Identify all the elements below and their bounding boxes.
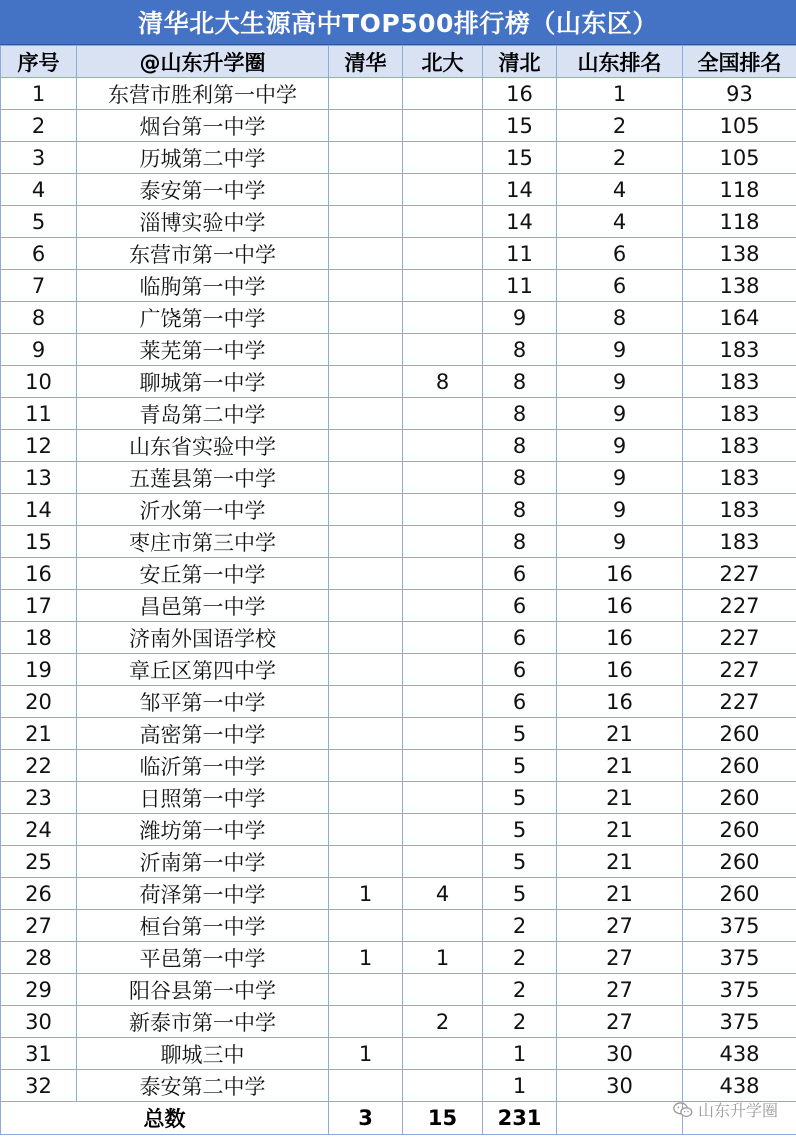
cell-combined: 15 bbox=[483, 142, 557, 174]
cell-tsinghua: 1 bbox=[329, 1038, 403, 1070]
cell-shandong-rank: 27 bbox=[557, 910, 683, 942]
watermark-text: 山东升学圈 bbox=[697, 1101, 778, 1120]
cell-index: 5 bbox=[1, 206, 77, 238]
cell-peking bbox=[403, 334, 483, 366]
table-row bbox=[1, 526, 796, 558]
totals-label: 总数 bbox=[1, 1102, 329, 1135]
header-peking: 北大 bbox=[403, 46, 483, 78]
table-body bbox=[1, 78, 796, 1102]
cell-combined: 6 bbox=[483, 558, 557, 590]
cell-national-rank: 227 bbox=[683, 558, 796, 590]
cell-national-rank: 164 bbox=[683, 302, 796, 334]
cell-combined: 2 bbox=[483, 974, 557, 1006]
cell-school: 枣庄市第三中学 bbox=[77, 526, 329, 558]
cell-national-rank: 183 bbox=[683, 526, 796, 558]
table-row bbox=[1, 110, 796, 142]
cell-shandong-rank: 9 bbox=[557, 334, 683, 366]
totals-empty-cell bbox=[557, 1102, 683, 1135]
cell-combined: 8 bbox=[483, 526, 557, 558]
cell-school: 阳谷县第一中学 bbox=[77, 974, 329, 1006]
cell-national-rank: 438 bbox=[683, 1038, 796, 1070]
table-row bbox=[1, 78, 796, 110]
table-row bbox=[1, 398, 796, 430]
cell-school: 临朐第一中学 bbox=[77, 270, 329, 302]
table-row bbox=[1, 430, 796, 462]
cell-index: 23 bbox=[1, 782, 77, 814]
cell-combined: 5 bbox=[483, 846, 557, 878]
table-row bbox=[1, 910, 796, 942]
table-row bbox=[1, 1006, 796, 1038]
cell-combined: 5 bbox=[483, 782, 557, 814]
cell-peking bbox=[403, 494, 483, 526]
cell-index: 31 bbox=[1, 1038, 77, 1070]
cell-school: 聊城第一中学 bbox=[77, 366, 329, 398]
cell-school: 章丘区第四中学 bbox=[77, 654, 329, 686]
cell-tsinghua bbox=[329, 718, 403, 750]
cell-national-rank: 375 bbox=[683, 910, 796, 942]
table-row bbox=[1, 878, 796, 910]
cell-national-rank: 118 bbox=[683, 174, 796, 206]
table-row bbox=[1, 814, 796, 846]
table-row bbox=[1, 782, 796, 814]
cell-school: 日照第一中学 bbox=[77, 782, 329, 814]
table-row bbox=[1, 142, 796, 174]
header-shandong-rank: 山东排名 bbox=[557, 46, 683, 78]
cell-shandong-rank: 21 bbox=[557, 750, 683, 782]
cell-index: 19 bbox=[1, 654, 77, 686]
cell-combined: 8 bbox=[483, 494, 557, 526]
cell-combined: 8 bbox=[483, 334, 557, 366]
cell-school: 莱芜第一中学 bbox=[77, 334, 329, 366]
cell-school: 淄博实验中学 bbox=[77, 206, 329, 238]
cell-index: 13 bbox=[1, 462, 77, 494]
cell-peking bbox=[403, 814, 483, 846]
cell-tsinghua bbox=[329, 494, 403, 526]
cell-school: 青岛第二中学 bbox=[77, 398, 329, 430]
ranking-table bbox=[0, 45, 796, 1135]
cell-index: 26 bbox=[1, 878, 77, 910]
cell-combined: 1 bbox=[483, 1038, 557, 1070]
table-row bbox=[1, 174, 796, 206]
cell-school: 历城第二中学 bbox=[77, 142, 329, 174]
cell-shandong-rank: 21 bbox=[557, 814, 683, 846]
cell-index: 21 bbox=[1, 718, 77, 750]
cell-school: 烟台第一中学 bbox=[77, 110, 329, 142]
cell-index: 3 bbox=[1, 142, 77, 174]
cell-tsinghua bbox=[329, 206, 403, 238]
cell-index: 24 bbox=[1, 814, 77, 846]
cell-school: 东营市第一中学 bbox=[77, 238, 329, 270]
cell-school: 安丘第一中学 bbox=[77, 558, 329, 590]
cell-peking: 8 bbox=[403, 366, 483, 398]
cell-peking bbox=[403, 1070, 483, 1102]
cell-national-rank: 260 bbox=[683, 782, 796, 814]
page-title: 清华北大生源高中TOP500排行榜（山东区） bbox=[0, 0, 796, 45]
totals-tsinghua: 3 bbox=[329, 1102, 403, 1135]
table-row bbox=[1, 334, 796, 366]
cell-combined: 2 bbox=[483, 942, 557, 974]
cell-combined: 8 bbox=[483, 462, 557, 494]
table-row bbox=[1, 270, 796, 302]
table-row bbox=[1, 302, 796, 334]
cell-school: 泰安第二中学 bbox=[77, 1070, 329, 1102]
cell-shandong-rank: 9 bbox=[557, 430, 683, 462]
header-index: 序号 bbox=[1, 46, 77, 78]
table-row bbox=[1, 718, 796, 750]
header-national-rank: 全国排名 bbox=[683, 46, 796, 78]
header-school: @山东升学圈 bbox=[77, 46, 329, 78]
cell-tsinghua bbox=[329, 814, 403, 846]
cell-index: 11 bbox=[1, 398, 77, 430]
cell-shandong-rank: 2 bbox=[557, 142, 683, 174]
cell-tsinghua bbox=[329, 78, 403, 110]
cell-school: 邹平第一中学 bbox=[77, 686, 329, 718]
cell-school: 泰安第一中学 bbox=[77, 174, 329, 206]
cell-shandong-rank: 9 bbox=[557, 526, 683, 558]
cell-index: 29 bbox=[1, 974, 77, 1006]
cell-tsinghua bbox=[329, 622, 403, 654]
cell-national-rank: 260 bbox=[683, 846, 796, 878]
table-row bbox=[1, 686, 796, 718]
watermark bbox=[673, 1098, 778, 1121]
cell-national-rank: 138 bbox=[683, 238, 796, 270]
cell-tsinghua bbox=[329, 750, 403, 782]
cell-tsinghua bbox=[329, 558, 403, 590]
cell-national-rank: 375 bbox=[683, 974, 796, 1006]
cell-combined: 6 bbox=[483, 590, 557, 622]
table-row bbox=[1, 1038, 796, 1070]
cell-school: 广饶第一中学 bbox=[77, 302, 329, 334]
cell-peking bbox=[403, 1038, 483, 1070]
cell-tsinghua bbox=[329, 526, 403, 558]
cell-school: 五莲县第一中学 bbox=[77, 462, 329, 494]
cell-tsinghua bbox=[329, 142, 403, 174]
table-row bbox=[1, 206, 796, 238]
table-row bbox=[1, 366, 796, 398]
cell-index: 20 bbox=[1, 686, 77, 718]
header-tsinghua: 清华 bbox=[329, 46, 403, 78]
cell-national-rank: 183 bbox=[683, 334, 796, 366]
cell-peking bbox=[403, 590, 483, 622]
cell-combined: 8 bbox=[483, 398, 557, 430]
cell-index: 15 bbox=[1, 526, 77, 558]
cell-national-rank: 227 bbox=[683, 590, 796, 622]
cell-peking bbox=[403, 686, 483, 718]
cell-national-rank: 118 bbox=[683, 206, 796, 238]
table-row bbox=[1, 622, 796, 654]
cell-tsinghua bbox=[329, 334, 403, 366]
cell-index: 18 bbox=[1, 622, 77, 654]
cell-tsinghua bbox=[329, 846, 403, 878]
cell-shandong-rank: 8 bbox=[557, 302, 683, 334]
cell-school: 桓台第一中学 bbox=[77, 910, 329, 942]
cell-peking bbox=[403, 622, 483, 654]
cell-peking bbox=[403, 910, 483, 942]
cell-shandong-rank: 27 bbox=[557, 974, 683, 1006]
cell-shandong-rank: 9 bbox=[557, 462, 683, 494]
cell-index: 7 bbox=[1, 270, 77, 302]
table-row bbox=[1, 462, 796, 494]
cell-combined: 5 bbox=[483, 878, 557, 910]
cell-peking bbox=[403, 718, 483, 750]
cell-combined: 5 bbox=[483, 814, 557, 846]
cell-index: 8 bbox=[1, 302, 77, 334]
cell-national-rank: 138 bbox=[683, 270, 796, 302]
table-row bbox=[1, 1070, 796, 1102]
cell-combined: 9 bbox=[483, 302, 557, 334]
cell-combined: 5 bbox=[483, 718, 557, 750]
table-row bbox=[1, 942, 796, 974]
cell-school: 荷泽第一中学 bbox=[77, 878, 329, 910]
cell-school: 新泰市第一中学 bbox=[77, 1006, 329, 1038]
cell-index: 28 bbox=[1, 942, 77, 974]
cell-national-rank: 183 bbox=[683, 398, 796, 430]
cell-peking bbox=[403, 174, 483, 206]
cell-peking: 2 bbox=[403, 1006, 483, 1038]
cell-combined: 8 bbox=[483, 366, 557, 398]
cell-peking bbox=[403, 846, 483, 878]
cell-national-rank: 183 bbox=[683, 430, 796, 462]
cell-index: 16 bbox=[1, 558, 77, 590]
cell-tsinghua bbox=[329, 398, 403, 430]
cell-peking bbox=[403, 238, 483, 270]
cell-peking bbox=[403, 782, 483, 814]
cell-peking bbox=[403, 110, 483, 142]
cell-national-rank: 438 bbox=[683, 1070, 796, 1102]
cell-school: 东营市胜利第一中学 bbox=[77, 78, 329, 110]
cell-school: 沂南第一中学 bbox=[77, 846, 329, 878]
cell-tsinghua bbox=[329, 1070, 403, 1102]
table-row bbox=[1, 238, 796, 270]
cell-shandong-rank: 30 bbox=[557, 1070, 683, 1102]
cell-shandong-rank: 4 bbox=[557, 174, 683, 206]
cell-shandong-rank: 27 bbox=[557, 1006, 683, 1038]
cell-national-rank: 105 bbox=[683, 142, 796, 174]
cell-combined: 11 bbox=[483, 270, 557, 302]
cell-tsinghua bbox=[329, 686, 403, 718]
cell-tsinghua bbox=[329, 174, 403, 206]
cell-peking: 4 bbox=[403, 878, 483, 910]
cell-national-rank: 260 bbox=[683, 878, 796, 910]
cell-national-rank: 105 bbox=[683, 110, 796, 142]
cell-shandong-rank: 21 bbox=[557, 846, 683, 878]
cell-index: 25 bbox=[1, 846, 77, 878]
cell-shandong-rank: 1 bbox=[557, 78, 683, 110]
cell-national-rank: 93 bbox=[683, 78, 796, 110]
cell-tsinghua bbox=[329, 366, 403, 398]
cell-index: 6 bbox=[1, 238, 77, 270]
cell-tsinghua bbox=[329, 430, 403, 462]
cell-peking bbox=[403, 558, 483, 590]
cell-tsinghua bbox=[329, 110, 403, 142]
cell-peking bbox=[403, 526, 483, 558]
cell-shandong-rank: 9 bbox=[557, 494, 683, 526]
table-header-row bbox=[1, 46, 796, 78]
cell-peking bbox=[403, 974, 483, 1006]
table-row bbox=[1, 750, 796, 782]
table-row bbox=[1, 494, 796, 526]
cell-national-rank: 227 bbox=[683, 622, 796, 654]
cell-shandong-rank: 30 bbox=[557, 1038, 683, 1070]
cell-tsinghua bbox=[329, 302, 403, 334]
cell-index: 17 bbox=[1, 590, 77, 622]
cell-combined: 8 bbox=[483, 430, 557, 462]
cell-index: 10 bbox=[1, 366, 77, 398]
cell-national-rank: 183 bbox=[683, 494, 796, 526]
cell-tsinghua bbox=[329, 782, 403, 814]
cell-combined: 6 bbox=[483, 686, 557, 718]
cell-shandong-rank: 4 bbox=[557, 206, 683, 238]
cell-peking bbox=[403, 206, 483, 238]
cell-shandong-rank: 6 bbox=[557, 238, 683, 270]
cell-shandong-rank: 21 bbox=[557, 718, 683, 750]
cell-national-rank: 375 bbox=[683, 942, 796, 974]
cell-tsinghua bbox=[329, 270, 403, 302]
cell-peking: 1 bbox=[403, 942, 483, 974]
cell-peking bbox=[403, 430, 483, 462]
cell-peking bbox=[403, 142, 483, 174]
cell-shandong-rank: 16 bbox=[557, 590, 683, 622]
cell-tsinghua bbox=[329, 590, 403, 622]
totals-peking: 15 bbox=[403, 1102, 483, 1135]
cell-index: 12 bbox=[1, 430, 77, 462]
cell-tsinghua bbox=[329, 462, 403, 494]
table-row bbox=[1, 558, 796, 590]
cell-combined: 14 bbox=[483, 206, 557, 238]
cell-index: 1 bbox=[1, 78, 77, 110]
cell-tsinghua bbox=[329, 974, 403, 1006]
cell-index: 14 bbox=[1, 494, 77, 526]
cell-school: 平邑第一中学 bbox=[77, 942, 329, 974]
cell-combined: 2 bbox=[483, 1006, 557, 1038]
cell-index: 22 bbox=[1, 750, 77, 782]
table-row bbox=[1, 974, 796, 1006]
cell-peking bbox=[403, 270, 483, 302]
cell-tsinghua: 1 bbox=[329, 878, 403, 910]
cell-tsinghua bbox=[329, 654, 403, 686]
cell-national-rank: 183 bbox=[683, 366, 796, 398]
cell-combined: 14 bbox=[483, 174, 557, 206]
cell-shandong-rank: 6 bbox=[557, 270, 683, 302]
cell-combined: 1 bbox=[483, 1070, 557, 1102]
cell-shandong-rank: 2 bbox=[557, 110, 683, 142]
cell-combined: 2 bbox=[483, 910, 557, 942]
totals-combined: 231 bbox=[483, 1102, 557, 1135]
cell-school: 济南外国语学校 bbox=[77, 622, 329, 654]
cell-shandong-rank: 16 bbox=[557, 622, 683, 654]
cell-national-rank: 260 bbox=[683, 718, 796, 750]
cell-peking bbox=[403, 750, 483, 782]
cell-tsinghua: 1 bbox=[329, 942, 403, 974]
cell-combined: 11 bbox=[483, 238, 557, 270]
cell-school: 山东省实验中学 bbox=[77, 430, 329, 462]
cell-index: 32 bbox=[1, 1070, 77, 1102]
cell-shandong-rank: 16 bbox=[557, 686, 683, 718]
cell-shandong-rank: 16 bbox=[557, 558, 683, 590]
cell-shandong-rank: 27 bbox=[557, 942, 683, 974]
cell-index: 2 bbox=[1, 110, 77, 142]
table-row bbox=[1, 846, 796, 878]
cell-school: 聊城三中 bbox=[77, 1038, 329, 1070]
cell-peking bbox=[403, 654, 483, 686]
wechat-icon bbox=[673, 1101, 693, 1119]
cell-combined: 5 bbox=[483, 750, 557, 782]
cell-national-rank: 183 bbox=[683, 462, 796, 494]
cell-combined: 15 bbox=[483, 110, 557, 142]
cell-national-rank: 375 bbox=[683, 1006, 796, 1038]
cell-national-rank: 227 bbox=[683, 654, 796, 686]
cell-peking bbox=[403, 302, 483, 334]
cell-school: 潍坊第一中学 bbox=[77, 814, 329, 846]
cell-peking bbox=[403, 398, 483, 430]
cell-shandong-rank: 9 bbox=[557, 366, 683, 398]
cell-combined: 6 bbox=[483, 654, 557, 686]
cell-combined: 16 bbox=[483, 78, 557, 110]
cell-peking bbox=[403, 462, 483, 494]
cell-school: 高密第一中学 bbox=[77, 718, 329, 750]
cell-national-rank: 260 bbox=[683, 750, 796, 782]
cell-school: 沂水第一中学 bbox=[77, 494, 329, 526]
cell-combined: 6 bbox=[483, 622, 557, 654]
cell-shandong-rank: 21 bbox=[557, 878, 683, 910]
cell-index: 9 bbox=[1, 334, 77, 366]
cell-peking bbox=[403, 78, 483, 110]
cell-school: 昌邑第一中学 bbox=[77, 590, 329, 622]
table-row bbox=[1, 590, 796, 622]
cell-national-rank: 260 bbox=[683, 814, 796, 846]
cell-index: 30 bbox=[1, 1006, 77, 1038]
table-row bbox=[1, 654, 796, 686]
cell-index: 27 bbox=[1, 910, 77, 942]
cell-shandong-rank: 21 bbox=[557, 782, 683, 814]
cell-school: 临沂第一中学 bbox=[77, 750, 329, 782]
cell-index: 4 bbox=[1, 174, 77, 206]
cell-tsinghua bbox=[329, 1006, 403, 1038]
header-combined: 清北 bbox=[483, 46, 557, 78]
cell-shandong-rank: 9 bbox=[557, 398, 683, 430]
cell-tsinghua bbox=[329, 910, 403, 942]
cell-tsinghua bbox=[329, 238, 403, 270]
cell-national-rank: 227 bbox=[683, 686, 796, 718]
cell-shandong-rank: 16 bbox=[557, 654, 683, 686]
